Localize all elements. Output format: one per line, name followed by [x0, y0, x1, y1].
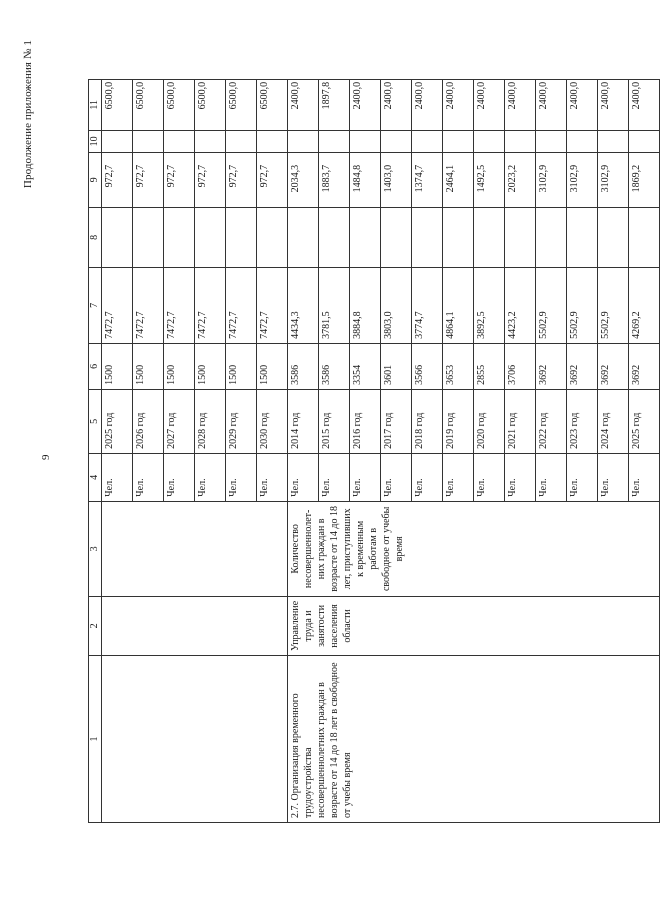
cell-c5: 2029 год [226, 389, 257, 453]
cell-c10 [412, 130, 443, 152]
cell-c5: 2021 год [505, 389, 536, 453]
cell-c11: 6500,0 [195, 79, 226, 130]
column-number-6: 6 [89, 343, 102, 389]
cell-c8 [505, 207, 536, 267]
cell-c7: 3884,8 [350, 267, 381, 343]
cell-c8 [257, 207, 288, 267]
cell-c10 [350, 130, 381, 152]
cell-c11: 2400,0 [381, 79, 412, 130]
cell-c11: 2400,0 [505, 79, 536, 130]
cell-c8 [102, 207, 133, 267]
cell-c6: 3566 [412, 343, 443, 389]
cell-c11: 6500,0 [102, 79, 133, 130]
cell-c11: 2400,0 [598, 79, 629, 130]
cell-c6: 3692 [629, 343, 660, 389]
cell-c6: 1500 [195, 343, 226, 389]
cell-c6: 3706 [505, 343, 536, 389]
cell-c9: 1869,2 [629, 152, 660, 207]
cell-c6: 3692 [567, 343, 598, 389]
appendix-caption: Продолжение приложения № 1 [22, 40, 34, 189]
cell-c4: Чел. [443, 453, 474, 501]
cell-c10 [319, 130, 350, 152]
cell-c10 [443, 130, 474, 152]
cell-c7: 4423,2 [505, 267, 536, 343]
cell-c5: 2016 год [350, 389, 381, 453]
cell-c4: Чел. [133, 453, 164, 501]
cell-c9: 972,7 [133, 152, 164, 207]
cell-c8 [567, 207, 598, 267]
cell-c7: 5502,9 [567, 267, 598, 343]
cell-c4: Чел. [381, 453, 412, 501]
column-number-10: 10 [89, 130, 102, 152]
cell-c9: 972,7 [195, 152, 226, 207]
table-row [102, 79, 133, 822]
column-number-row [89, 79, 102, 822]
column-number-11: 11 [89, 79, 102, 130]
cell-c5: 2019 год [443, 389, 474, 453]
cell-c4: Чел. [164, 453, 195, 501]
measure-indicator-cell: Количество несовершеннолет-них граждан в возрасте от 14 до 18 лет, приступивших к временным работам в свободное от учебы время [288, 501, 660, 596]
cell-c6: 1500 [257, 343, 288, 389]
cell-c4: Чел. [536, 453, 567, 501]
cell-c11: 6500,0 [257, 79, 288, 130]
empty-cell-col-2 [102, 596, 288, 655]
cell-c9: 3102,9 [536, 152, 567, 207]
cell-c6: 3586 [288, 343, 319, 389]
cell-c4: Чел. [505, 453, 536, 501]
cell-c5: 2027 год [164, 389, 195, 453]
cell-c4: Чел. [319, 453, 350, 501]
cell-c8 [226, 207, 257, 267]
cell-c11: 2400,0 [567, 79, 598, 130]
column-number-4: 4 [89, 453, 102, 501]
cell-c7: 7472,7 [102, 267, 133, 343]
cell-c5: 2018 год [412, 389, 443, 453]
column-number-9: 9 [89, 152, 102, 207]
cell-c7: 3892,5 [474, 267, 505, 343]
cell-c5: 2026 год [133, 389, 164, 453]
empty-cell-col-1 [102, 656, 288, 823]
cell-c6: 1500 [164, 343, 195, 389]
cell-c10 [226, 130, 257, 152]
cell-c9: 2464,1 [443, 152, 474, 207]
cell-c4: Чел. [195, 453, 226, 501]
cell-c9: 1403,0 [381, 152, 412, 207]
cell-c4: Чел. [257, 453, 288, 501]
cell-c6: 3586 [319, 343, 350, 389]
cell-c5: 2020 год [474, 389, 505, 453]
cell-c5: 2030 год [257, 389, 288, 453]
cell-c9: 2023,2 [505, 152, 536, 207]
measures-table [88, 79, 660, 823]
cell-c8 [319, 207, 350, 267]
cell-c8 [412, 207, 443, 267]
cell-c9: 972,7 [257, 152, 288, 207]
cell-c11: 2400,0 [536, 79, 567, 130]
cell-c7: 4434,3 [288, 267, 319, 343]
cell-c4: Чел. [102, 453, 133, 501]
cell-c6: 1500 [226, 343, 257, 389]
cell-c5: 2022 год [536, 389, 567, 453]
cell-c11: 6500,0 [164, 79, 195, 130]
cell-c6: 3601 [381, 343, 412, 389]
cell-c9: 2034,3 [288, 152, 319, 207]
cell-c8 [350, 207, 381, 267]
cell-c8 [195, 207, 226, 267]
cell-c5: 2017 год [381, 389, 412, 453]
table-row [288, 79, 319, 822]
column-number-2: 2 [89, 596, 102, 655]
cell-c5: 2023 год [567, 389, 598, 453]
cell-c10 [288, 130, 319, 152]
column-number-8: 8 [89, 207, 102, 267]
cell-c7: 7472,7 [164, 267, 195, 343]
cell-c11: 2400,0 [474, 79, 505, 130]
cell-c9: 972,7 [164, 152, 195, 207]
cell-c7: 7472,7 [133, 267, 164, 343]
column-number-7: 7 [89, 267, 102, 343]
cell-c9: 1484,8 [350, 152, 381, 207]
cell-c5: 2024 год [598, 389, 629, 453]
cell-c6: 3354 [350, 343, 381, 389]
cell-c11: 2400,0 [443, 79, 474, 130]
cell-c4: Чел. [350, 453, 381, 501]
cell-c6: 3692 [536, 343, 567, 389]
table-body [89, 79, 660, 822]
cell-c10 [474, 130, 505, 152]
cell-c8 [443, 207, 474, 267]
cell-c7: 4864,1 [443, 267, 474, 343]
page-number: 9 [40, 454, 52, 460]
cell-c9: 972,7 [102, 152, 133, 207]
cell-c4: Чел. [598, 453, 629, 501]
cell-c8 [474, 207, 505, 267]
column-number-5: 5 [89, 389, 102, 453]
cell-c11: 2400,0 [412, 79, 443, 130]
cell-c11: 6500,0 [226, 79, 257, 130]
cell-c7: 3781,5 [319, 267, 350, 343]
cell-c8 [133, 207, 164, 267]
cell-c4: Чел. [412, 453, 443, 501]
cell-c10 [195, 130, 226, 152]
cell-c6: 2855 [474, 343, 505, 389]
cell-c9: 1492,5 [474, 152, 505, 207]
cell-c5: 2028 год [195, 389, 226, 453]
cell-c10 [164, 130, 195, 152]
cell-c10 [598, 130, 629, 152]
measure-title-cell: 2.7. Организация временного трудоустройства несовершеннолетних граждан в возрасте от 14 до 18 лет в свободное от учебы время [288, 656, 660, 823]
cell-c9: 1883,7 [319, 152, 350, 207]
cell-c10 [381, 130, 412, 152]
cell-c8 [598, 207, 629, 267]
cell-c7: 3774,7 [412, 267, 443, 343]
cell-c10 [102, 130, 133, 152]
cell-c11: 2400,0 [629, 79, 660, 130]
cell-c4: Чел. [629, 453, 660, 501]
cell-c11: 2400,0 [350, 79, 381, 130]
cell-c7: 5502,9 [598, 267, 629, 343]
cell-c10 [505, 130, 536, 152]
cell-c9: 3102,9 [567, 152, 598, 207]
cell-c8 [288, 207, 319, 267]
empty-cell-col-3 [102, 501, 288, 596]
cell-c5: 2014 год [288, 389, 319, 453]
cell-c6: 3653 [443, 343, 474, 389]
column-number-3: 3 [89, 501, 102, 596]
cell-c5: 2025 год [629, 389, 660, 453]
cell-c9: 1374,7 [412, 152, 443, 207]
cell-c8 [381, 207, 412, 267]
cell-c10 [536, 130, 567, 152]
cell-c9: 972,7 [226, 152, 257, 207]
cell-c11: 2400,0 [288, 79, 319, 130]
cell-c7: 3803,0 [381, 267, 412, 343]
cell-c4: Чел. [288, 453, 319, 501]
cell-c7: 7472,7 [257, 267, 288, 343]
cell-c7: 4269,2 [629, 267, 660, 343]
cell-c4: Чел. [226, 453, 257, 501]
cell-c7: 7472,7 [226, 267, 257, 343]
measure-executor-cell: Управление труда и занятости населения области [288, 596, 660, 655]
cell-c4: Чел. [567, 453, 598, 501]
cell-c6: 3692 [598, 343, 629, 389]
cell-c7: 7472,7 [195, 267, 226, 343]
cell-c6: 1500 [133, 343, 164, 389]
cell-c11: 1897,8 [319, 79, 350, 130]
cell-c10 [629, 130, 660, 152]
cell-c7: 5502,9 [536, 267, 567, 343]
cell-c10 [133, 130, 164, 152]
cell-c10 [567, 130, 598, 152]
cell-c5: 2025 год [102, 389, 133, 453]
cell-c11: 6500,0 [133, 79, 164, 130]
cell-c8 [629, 207, 660, 267]
cell-c10 [257, 130, 288, 152]
cell-c6: 1500 [102, 343, 133, 389]
cell-c8 [536, 207, 567, 267]
column-number-1: 1 [89, 656, 102, 823]
cell-c4: Чел. [474, 453, 505, 501]
cell-c5: 2015 год [319, 389, 350, 453]
cell-c8 [164, 207, 195, 267]
cell-c9: 3102,9 [598, 152, 629, 207]
